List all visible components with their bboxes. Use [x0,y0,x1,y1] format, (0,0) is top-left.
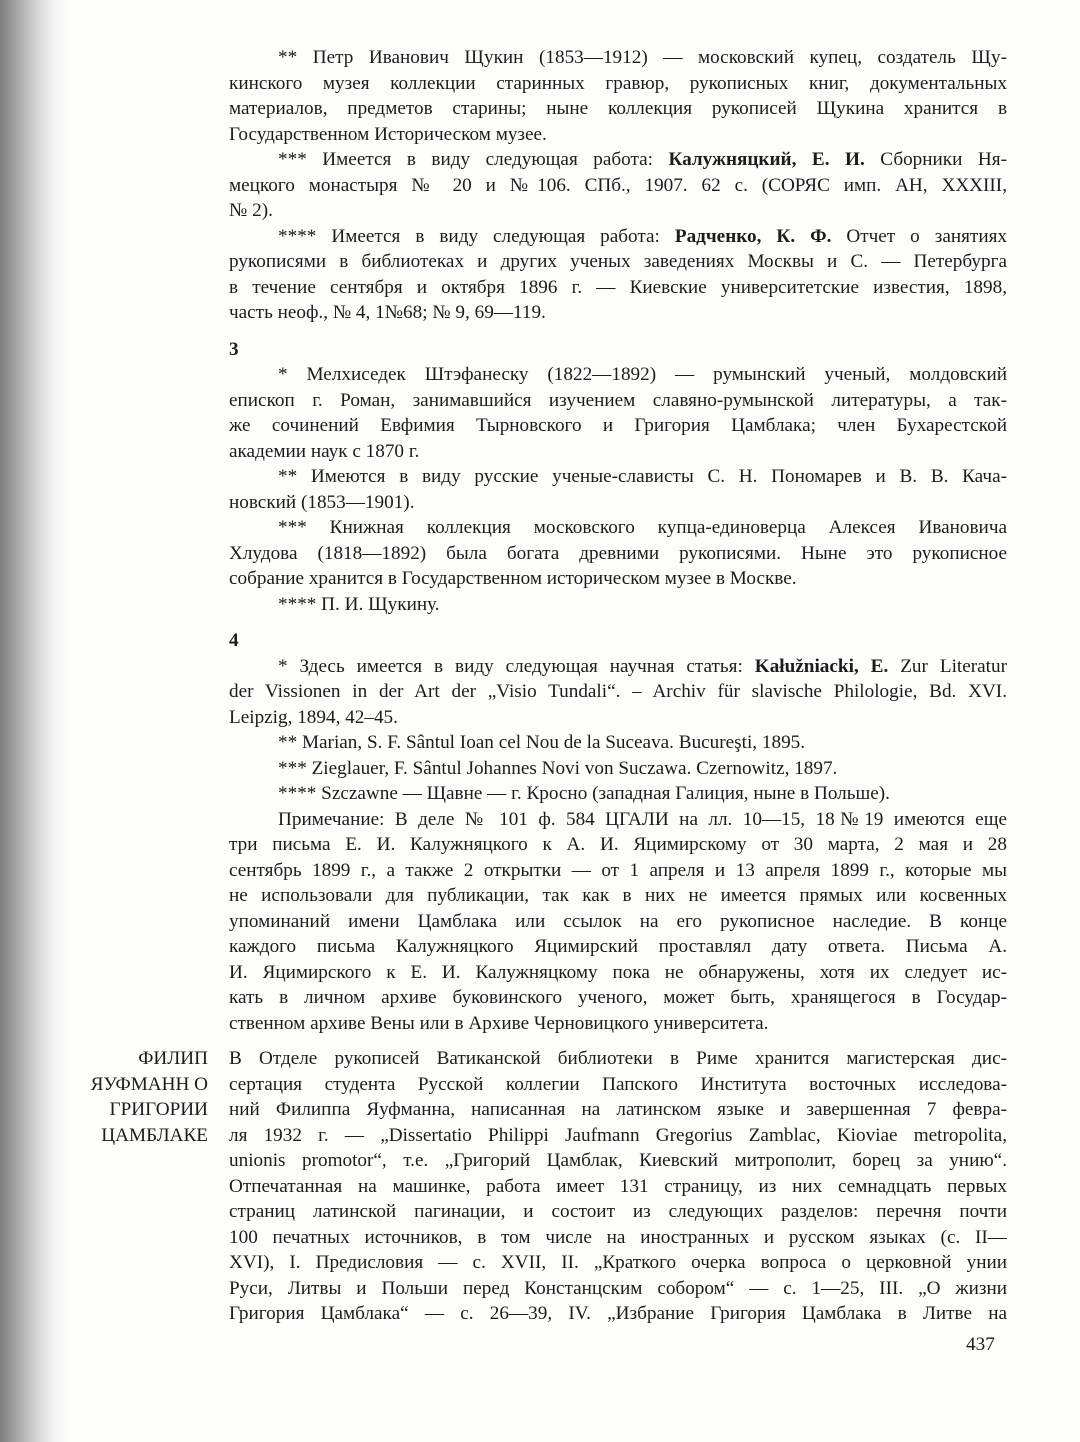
text-line [229,1276,1007,1302]
text-run: епископ г. Роман, занимавшийся изучением славяно-румынской литературы, а так- [229,389,1007,411]
text-run: Zur Literatur [888,655,1007,677]
text-line [229,832,1007,858]
text-line [229,730,1007,756]
text-line [229,909,1007,935]
text-line [229,490,1007,516]
footnote-paragraph [229,781,1007,807]
text-line [229,756,1007,782]
text-line [229,1097,1007,1123]
text-run: кинского музея коллекции старинных гравюр, рукописных книг, документальных [229,72,1007,94]
text-run: часть неоф., № 4, 1№68; № 9, 69—119. [229,302,546,323]
text-line [229,541,1007,567]
footnote-paragraph [229,592,1007,618]
text-run: ** Marian, S. F. Sântul Ioan cel Nou de la Suceava. Bucureşti, 1895. [278,732,806,753]
text-line [229,1011,1007,1037]
text-line [229,224,1007,250]
text-line [229,1046,1007,1072]
text-line [229,1199,1007,1225]
section-paragraph [90,1046,1007,1327]
text-line [229,781,1007,807]
text-run: рукописями в библиотеках и других ученых заведениях Москвы и С. — Петербурга [229,251,1007,272]
text-run: Примечание: В деле № 101 ф. 584 ЦГАЛИ на лл. 10—15, 18№19 имеются еще [278,808,1007,830]
text-run: ** Петр Иванович Щукин (1853—1912) — московский купец, создатель Щу- [278,47,1007,68]
text-run: сертация студента Русской коллегии Папского Института восточных исследова- [229,1073,1007,1095]
text-run: **** Szczawne — Щавне — г. Кросно (западная Галиция, ныне в Польше). [278,783,890,804]
text-line [229,934,1007,960]
text-line [229,566,1007,592]
text-run: *** Имеется в виду следующая работа: [278,149,669,170]
text-line [229,1250,1007,1276]
text-line [229,960,1007,986]
footnote-paragraph [229,45,1007,147]
text-line [229,1148,1007,1174]
text-run: в течение сентября и октября 1896 г. — Киевские университетские известия, 1898, [229,276,1007,298]
text-run: Сборники Ня- [864,149,1007,170]
footnote-paragraph [229,464,1007,515]
text-run: XVI), I. Предисловия — с. XVII, II. „Краткого очерка вопроса о церковной унии [229,1252,1007,1273]
text-run: В Отделе рукописей Ватиканской библиотеки в Риме хранится магистерская дис- [229,1048,1007,1069]
margin-heading-line: ГРИГОРИИ [109,1099,208,1120]
text-line [229,1301,1007,1327]
text-line [229,1225,1007,1251]
text-line [229,439,1007,465]
text-line [229,1174,1007,1200]
text-run: 100 печатных источников, в том числе на иностранных и русском языках (с. II— [229,1226,1007,1248]
text-run: ** Имеются в виду русские ученые-слависты С. Н. Пономарев и В. В. Кача- [278,466,1007,487]
text-line [229,464,1007,490]
text-line [229,300,1007,326]
footnote-paragraph [229,515,1007,592]
text-run: материалов, предметов старины; ныне коллекция рукописей Щукина хранится в [229,98,1007,119]
footnote-paragraph [229,224,1007,326]
text-line [229,807,1007,833]
text-run: Отпечатанная на машинке, работа имеет 131 страницу, из них семнадцать первых [229,1175,1007,1197]
text-run: unionis promotor“, т.е. „Григорий Цамблак, Киевский митрополит, борец за унию“. [229,1150,1007,1171]
text-line [229,1123,1007,1149]
footnote-paragraph [229,654,1007,731]
text-line [229,705,1007,731]
bold-author-name: Kałužniacki, E. [754,655,889,677]
text-run: мецкого монастыря № 20 и №106. СПб., 1907. 62 с. (СОРЯС имп. АН, XXXIII, [229,174,1007,196]
text-run: страниц латинской пагинации, и состоит из следующих разделов: перечня почти [229,1201,1007,1222]
text-run: ля 1932 г. — „Dissertatio Philippi Jaufmann Gregorius Zamblac, Kioviae metropolita, [229,1124,1007,1146]
footnote-paragraph [229,147,1007,224]
page-text [90,45,1007,1327]
text-run: * Здесь имеется в виду следующая научная статья: [278,655,755,677]
text-line [229,96,1007,122]
footnote-paragraph [229,807,1007,1037]
text-run: ний Филиппа Яуфманна, написанная на латинском языке и завершенная 7 февра- [229,1099,1007,1120]
section-number: 4 [229,630,239,651]
text-line [229,198,1007,224]
text-line [229,275,1007,301]
text-line [229,388,1007,414]
text-line [229,122,1007,148]
text-run: новский (1853—1901). [229,491,415,513]
text-line [229,515,1007,541]
text-run: каждого письма Калужняцкого Яцимирский проставлял дату ответа. Письма А. [229,936,1007,957]
section-number: 3 [229,338,239,360]
margin-heading-line: ЯУФМАНН О [90,1073,208,1095]
text-line [229,654,1007,680]
text-run: Руси, Литвы и Польши перед Констанцским собором“ — с. 1—25, III. „О жизни [229,1277,1007,1299]
text-line [229,985,1007,1011]
footnote-paragraph [229,362,1007,464]
text-line [229,45,1007,71]
text-run: der Vissionen in der Art der „Visio Tundali“. – Archiv für slavische Philologie, Bd. XVI. [229,681,1007,702]
text-run: **** Имеется в виду следующая работа: [278,225,675,247]
text-run: *** Zieglauer, F. Sântul Johannes Novi von Suczawa. Czernowitz, 1897. [278,757,838,779]
text-line [229,413,1007,439]
text-line [229,883,1007,909]
text-run: Отчет о занятиях [831,225,1007,247]
text-line [229,858,1007,884]
text-run: **** П. И. Щукину. [278,593,440,615]
text-run: сентябрь 1899 г., а также 2 открытки — от 1 апреля и 13 апреля 1899 г., которые мы [229,859,1007,881]
text-run: ственном архиве Вены или в Архиве Черновицкого университета. [229,1012,769,1034]
text-run: Григория Цамблака“ — с. 26—39, IV. „Избрание Григория Цамблака в Литве на [229,1303,1007,1324]
margin-heading-line: ФИЛИП [138,1048,208,1069]
text-run: Государственном Историческом музее. [229,123,547,145]
text-line [229,249,1007,275]
text-line [229,1072,1007,1098]
scan-binding-shadow [0,0,70,1442]
text-line [229,679,1007,705]
text-run: № 2). [229,200,273,221]
margin-heading-line: ЦАМБЛАКЕ [101,1124,208,1146]
text-run: Leipzig, 1894, 42–45. [229,706,398,728]
bold-author-name: Радченко, К. Ф. [674,225,832,247]
text-run: не использовали для публикации, так как в них не имеется прямых или косвенных [229,885,1007,906]
text-line [229,592,1007,618]
margin-heading [0,1046,208,1148]
text-run: три письма Е. И. Калужняцкого к А. И. Яцимирскому от 30 марта, 2 мая и 28 [229,834,1007,855]
text-line [229,173,1007,199]
text-run: же сочинений Евфимия Тырновского и Григория Цамблака; член Бухарестской [229,415,1007,436]
text-run: *** Книжная коллекция московского купца-единоверца Алексея Ивановича [278,517,1007,538]
text-run: академии наук с 1870 г. [229,440,420,462]
text-run: И. Яцимирского к Е. И. Калужняцкому пока не обнаружены, хотя их следует ис- [229,961,1007,983]
page-number: 437 [966,1334,995,1355]
footnote-paragraph [229,730,1007,756]
text-run: Хлудова (1818—1892) была богата древними рукописями. Ныне это рукописное [229,542,1007,564]
text-line [229,71,1007,97]
footnote-paragraph [229,756,1007,782]
text-run: собрание хранится в Государственном историческом музее в Москве. [229,568,797,589]
text-run: упоминаний имени Цамблака или ссылок на его рукописное наследие. В конце [229,910,1007,932]
bold-author-name: Калужняцкий, Е. И. [668,149,865,170]
text-run: * Мелхиседек Штэфанеску (1822—1892) — румынский ученый, молдовский [278,364,1007,385]
text-line [229,362,1007,388]
text-run: кать в личном архиве буковинского ученого, может быть, хранящегося в Государ- [229,987,1007,1008]
text-line [229,147,1007,173]
